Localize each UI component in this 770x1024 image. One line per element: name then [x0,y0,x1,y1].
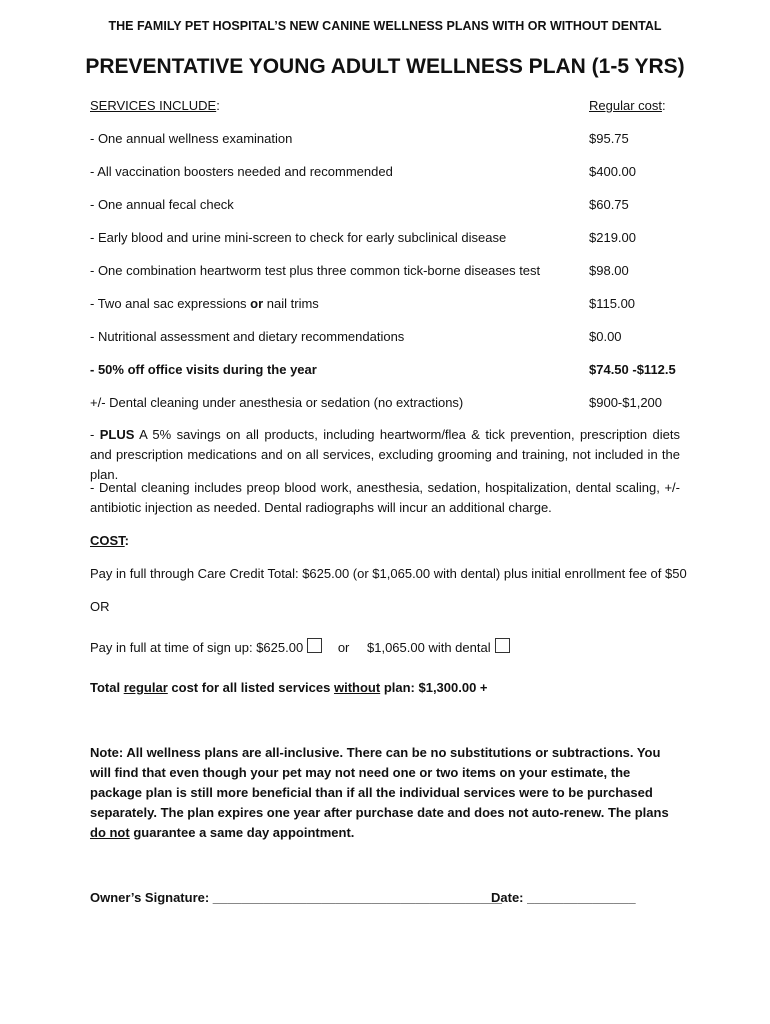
plan-title: PREVENTATIVE YOUNG ADULT WELLNESS PLAN (1-5 YRS) [85,55,685,78]
service-cost: $400.00 [589,164,636,179]
services-header [90,98,220,113]
total-text: Total [90,680,124,695]
service-cost: $60.75 [589,197,629,212]
service-item: - All vaccination boosters needed and recommended [90,164,393,179]
signup-line [90,638,510,655]
regular-cost-label: Regular cost [589,98,662,113]
service-item: - 50% off office visits during the year [90,362,317,377]
service-item [90,296,319,311]
dental-paragraph: - Dental cleaning includes preop blood work, anesthesia, sedation, hospitalization, dental scaling, +/- antibiotic injection as needed. Dental radiographs will incur an additional charge. [90,480,680,515]
plus-prefix: - [90,427,100,442]
service-cost: $95.75 [589,131,629,146]
signup-or: or [337,640,350,655]
services-header-colon: : [216,98,220,113]
signup-dental-price: $1,065.00 with dental [367,640,491,655]
care-credit-line: Pay in full through Care Credit Total: $625.00 (or $1,065.00 with dental) plus initial enrollment fee of $50 [90,566,687,581]
cost-heading [90,533,129,548]
total-text: plan: $1,300.00 + [380,680,488,695]
service-item: - One combination heartworm test plus three common tick-borne diseases test [90,263,541,278]
services-header-label: SERVICES INCLUDE [90,98,217,113]
regular-cost-colon: : [661,98,666,113]
service-cost: $0.00 [589,329,622,344]
service-cost: $219.00 [589,230,636,245]
plus-bold: PLUS [99,427,135,442]
note-underlined: do not [90,825,130,840]
service-item-text: nail trims [263,296,319,311]
signup-price: Pay in full at time of sign up: $625.00 [90,640,304,655]
plus-text: A 5% savings on all products, including heartworm/flea & tick prevention, prescription diets and prescription medications and on all services, excluding grooming and training, not included in the plan. [90,427,680,482]
date-line[interactable]: Date: _______________ [491,890,636,905]
note-text: guarantee a same day appointment. [129,825,355,840]
total-text: cost for all listed services [167,680,334,695]
basic-plan-checkbox[interactable] [307,638,322,653]
service-item: - Nutritional assessment and dietary recommendations [90,329,405,344]
owner-signature-line[interactable]: Owner’s Signature: ________________________________________ [90,890,503,905]
service-item: - One annual wellness examination [90,131,293,146]
cost-label: COST [90,533,125,548]
service-cost: $115.00 [589,296,636,311]
plus-savings-paragraph [90,425,680,485]
hospital-header: THE FAMILY PET HOSPITAL’S NEW CANINE WELLNESS PLANS WITH OR WITHOUT DENTAL [108,19,662,33]
service-cost: $74.50 -$112.5 [589,362,676,377]
service-item-text: - Two anal sac expressions [90,296,251,311]
total-regular-cost [90,680,488,695]
or-line: OR [90,599,110,614]
service-cost: $900-$1,200 [589,395,663,410]
service-item: - One annual fecal check [90,197,234,212]
total-underlined: regular [123,680,168,695]
total-underlined: without [333,680,381,695]
service-item: +/- Dental cleaning under anesthesia or sedation (no extractions) [90,395,464,410]
note-text: Note: All wellness plans are all-inclusive. There can be no substitutions or subtractions. You will find that even though your pet may not need one or two items on your estimate, the package plan is still more beneficial than if all the individual services were to be purchased separately. The plan expires one year after purchase date and does not auto-renew. The plans [90,745,669,820]
note-paragraph [90,743,678,843]
regular-cost-header [589,98,666,113]
dental-plan-checkbox[interactable] [495,638,510,653]
service-cost: $98.00 [589,263,629,278]
service-item: - Early blood and urine mini-screen to check for early subclinical disease [90,230,507,245]
cost-colon: : [124,533,130,548]
service-item-bold: or [250,296,264,311]
